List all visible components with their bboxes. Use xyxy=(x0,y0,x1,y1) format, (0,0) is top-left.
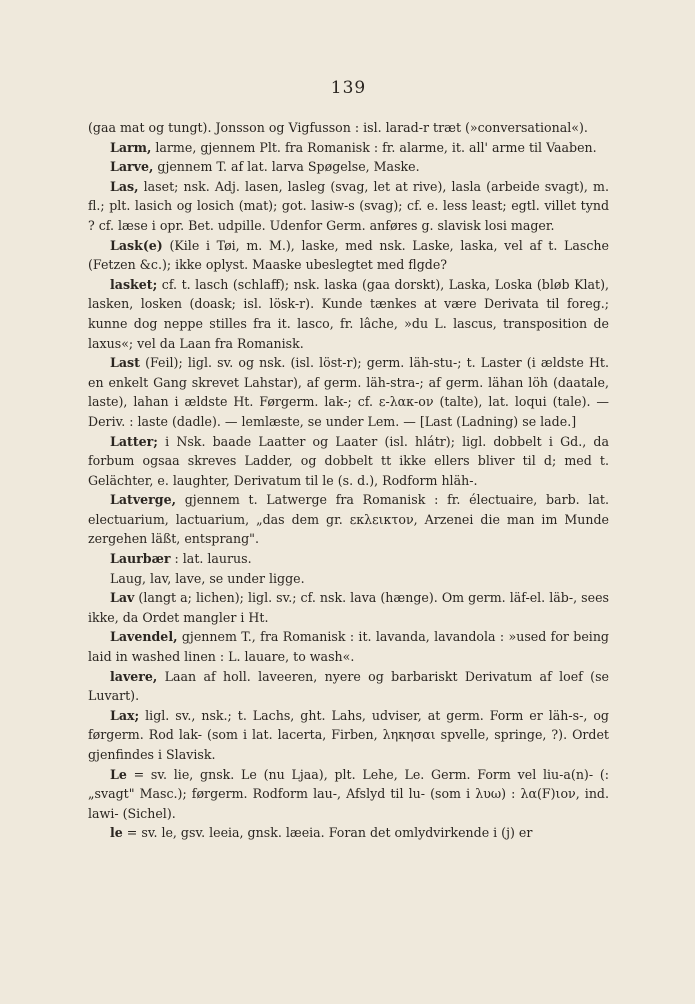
entry-text: (Kile i Tøi, m. M.), laske, med nsk. Laske, laska, vel af t. Lasche (Fetzen &c.); ikke oplyst. Maaske ubeslegtet med flgde? xyxy=(88,237,609,273)
entry-headword: Las, xyxy=(110,178,139,194)
dictionary-entry xyxy=(88,667,609,706)
page-number: 139 xyxy=(330,78,367,98)
entry-text: = sv. le, gsv. leeia, gnsk. læeia. Foran det omlydvirkende i (j) er xyxy=(122,825,533,841)
dictionary-entry xyxy=(88,275,609,353)
entry-text: gjennem t. Latwerge fra Romanisk : fr. électuaire, barb. lat. electuarium, lactuarium, „das dem gr. εκλεικτον, Arzenei die man im Munde zergehen läßt, entsprang". xyxy=(88,492,609,547)
entry-headword: lasket; xyxy=(110,276,158,292)
dictionary-entry xyxy=(88,765,609,824)
entry-text: larme, gjennem Plt. fra Romanisk : fr. alarme, it. all' arme til Vaaben. xyxy=(151,139,597,155)
entry-text: : lat. laurus. xyxy=(170,551,252,567)
dictionary-entry xyxy=(88,118,609,138)
dictionary-entry xyxy=(88,236,609,275)
dictionary-entry xyxy=(88,432,609,491)
entry-headword: Lav xyxy=(110,590,135,606)
dictionary-entry xyxy=(88,177,609,236)
dictionary-entry xyxy=(88,627,609,666)
entry-text: gjennem T., fra Romanisk : it. lavanda, lavandola : »used for being laid in washed linen : L. lauare, to wash«. xyxy=(88,629,609,665)
entry-headword: le xyxy=(110,825,123,841)
entry-headword: Le xyxy=(110,766,127,782)
dictionary-entry xyxy=(88,490,609,549)
dictionary-entry xyxy=(88,569,609,589)
dictionary-entry xyxy=(88,823,609,843)
entry-headword: Last xyxy=(110,355,140,371)
entry-text: gjennem T. af lat. larva Spøgelse, Maske. xyxy=(153,159,420,175)
entry-headword: lavere, xyxy=(110,668,158,684)
entry-text: i Nsk. baade Laatter og Laater (isl. hlátr); ligl. dobbelt i Gd., da forbum ogsaa skreves Ladder, og dobbelt tt ikke ellers bliver til d; med t. Gelächter, e. laughter, Derivatum til le (s. d.), Rodform hläh-. xyxy=(88,433,609,488)
entry-headword: Laurbær xyxy=(110,551,171,567)
dictionary-entry xyxy=(88,706,609,765)
dictionary-entry xyxy=(88,549,609,569)
dictionary-entry xyxy=(88,353,609,431)
entry-text: (langt a; lichen); ligl. sv.; cf. nsk. lava (hænge). Om germ. läf-el. läb-, sees ikke, da Ordet mangler i Ht. xyxy=(88,590,609,625)
entry-text: laset; nsk. Adj. lasen, lasleg (svag, let at rive), lasla (arbeide svagt), m. fl.; plt. lasich og losich (mat); got. lasiw-s (svag); cf. e. less least; egtl. villet tynd ? cf. læse i opr. Bet. udpille. Udenfor Germ. anføres g. slavisk losi mager. xyxy=(88,178,609,233)
entry-text: Laan af holl. laveeren, nyere og barbariskt Derivatum af loef (se Luvart). xyxy=(88,668,609,704)
entry-text: (Feil); ligl. sv. og nsk. (isl. löst-r); germ. läh-stu-; t. Laster (i ældste Ht. en enkelt Gang skrevet Lahstar), af germ. läh-stra-; af germ. lähan löh (daatale, laste), lahan i ældste Ht. Førgerm. lak-; cf. ε-λακ-ον (talte), lat. loqui (tale). — Deriv. : laste (dadle). — lemlæste, se under Lem. — [Last (Ladning) se lade.] xyxy=(88,355,609,429)
entry-headword: Latter; xyxy=(110,433,158,449)
entry-headword: Larve, xyxy=(110,159,154,175)
dictionary-entry xyxy=(88,157,609,177)
entry-headword: Lax; xyxy=(110,707,140,723)
dictionary-entry xyxy=(88,588,609,627)
entry-headword: Lask(e) xyxy=(110,237,163,253)
entry-headword: Latverge, xyxy=(110,492,177,508)
entry-text: Laug, lav, lave, se under ligge. xyxy=(110,570,305,586)
entry-text: (gaa mat og tungt). Jonsson og Vigfusson : isl. larad-r træt (»conversational«). xyxy=(88,120,588,135)
entry-text: ligl. sv., nsk.; t. Lachs, ght. Lahs, udviser, at germ. Form er läh-s-, og førgerm. Rod lak- (som i lat. lacerta, Firben, ληκησαι spvelle, springe, ?). Ordet gjenfindes i Slavisk. xyxy=(88,707,609,762)
entry-text: = sv. lie, gnsk. Le (nu Ljaa), plt. Lehe, Le. Germ. Form vel liu-a(n)- (: „svagt" Masc.); førgerm. Rodform lau-, Afslyd til lu- (som i λυω) : λα(F)ιον, ind. lawi- (Sichel). xyxy=(88,766,609,821)
dictionary-entry xyxy=(88,138,609,158)
dictionary-entries xyxy=(88,118,609,843)
entry-headword: Larm, xyxy=(110,139,152,155)
entry-text: cf. t. lasch (schlaff); nsk. laska (gaa dorskt), Laska, Loska (bløb Klat), lasken, losken (doask; isl. lösk-r). Kunde tænkes at være Derivata til foreg.; kunne dog neppe stilles fra it. lasco, fr. lâche, »du L. lascus, transposition de laxus«; vel da Laan fra Romanisk. xyxy=(88,276,609,351)
entry-headword: Lavendel, xyxy=(110,629,178,645)
